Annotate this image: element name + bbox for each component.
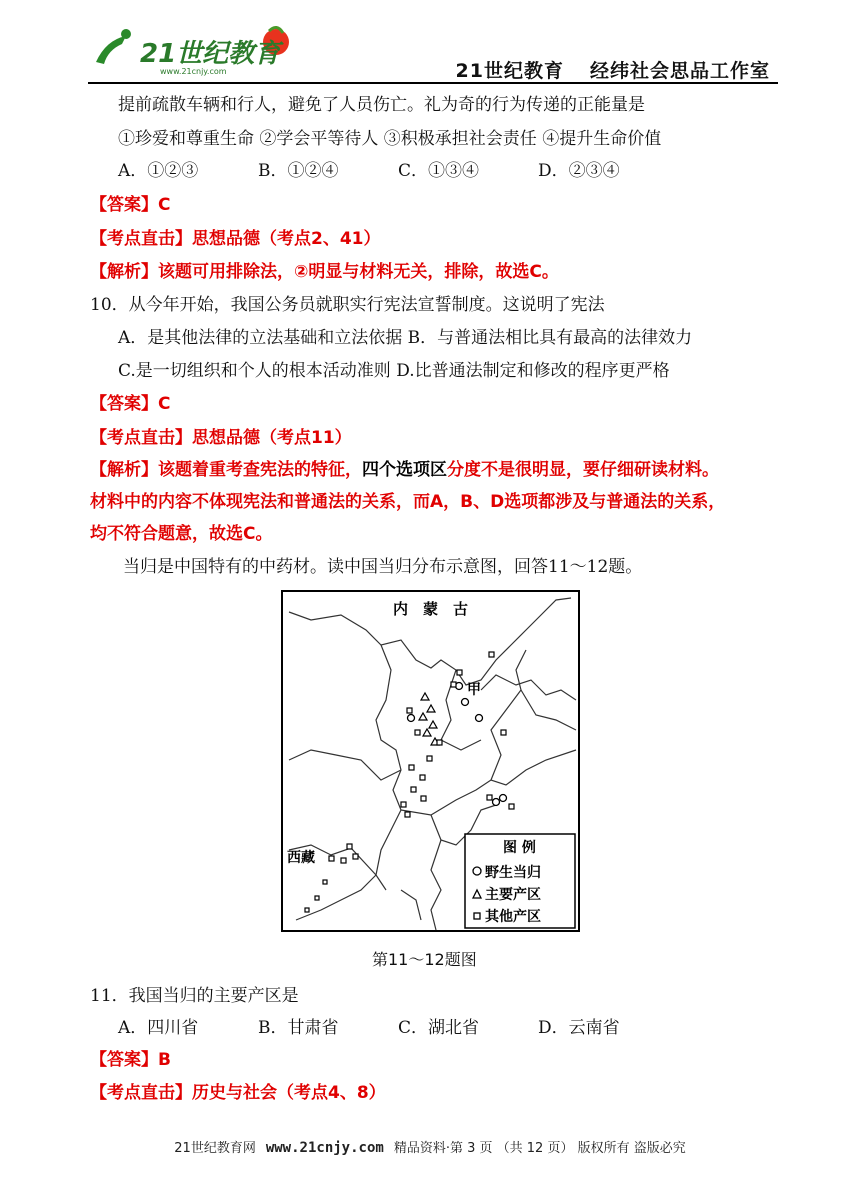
- point-tag: 【考点直击】: [90, 428, 192, 448]
- q11-point: [90, 1081, 386, 1105]
- q9-option-d: D．②③④: [538, 161, 620, 181]
- header-org: 21世纪教育: [455, 60, 564, 82]
- other-area-marker: [487, 795, 492, 800]
- point-tag: 【考点直击】: [90, 229, 192, 249]
- q9-stem-continuation: 提前疏散车辆和行人，避免了人员伤亡。礼为奇的行为传递的正能量是: [118, 95, 645, 115]
- analysis-text: 该题可用排除法，②明显与材料无关，排除，故选C。: [158, 262, 559, 282]
- q10-stem: 10．从今年开始，我国公务员就职实行宪法宣誓制度。这说明了宪法: [90, 295, 605, 315]
- answer-tag: 【答案】: [90, 195, 158, 215]
- analysis-text-a: 该题着重考查宪法的特征，: [158, 460, 362, 480]
- other-area-marker: [489, 652, 494, 657]
- angelica-distribution-map: [281, 590, 581, 933]
- q11-options: [118, 1016, 620, 1040]
- q9-choices: ①珍爱和尊重生命 ②学会平等待人 ③积极承担社会责任 ④提升生命价值: [118, 129, 662, 149]
- answer-tag: 【答案】: [90, 394, 158, 414]
- other-area-marker: [420, 775, 425, 780]
- q10-options-cd: C.是一切组织和个人的根本活动准则 D.比普通法制定和修改的程序更严格: [118, 361, 670, 381]
- other-area-marker: [421, 796, 426, 801]
- footer-site: 21世纪教育网: [174, 1141, 256, 1156]
- label-neimenggu: 内 蒙 古: [393, 600, 469, 618]
- analysis-text-b: 四个选项区: [362, 460, 447, 480]
- map-svg: [281, 590, 581, 933]
- q10-options-ab: A．是其他法律的立法基础和立法依据 B．与普通法相比具有最高的法律效力: [118, 328, 693, 348]
- answer-value: B: [158, 1050, 171, 1070]
- other-area-marker: [315, 896, 319, 900]
- point-tag: 【考点直击】: [90, 1083, 192, 1103]
- svg-text:21世纪教育: 21世纪教育: [140, 39, 281, 69]
- label-jia: 甲: [467, 682, 481, 698]
- other-area-marker: [407, 708, 412, 713]
- other-area-marker: [415, 730, 420, 735]
- answer-value: C: [158, 195, 171, 215]
- other-area-marker: [501, 730, 506, 735]
- other-area-marker: [401, 802, 406, 807]
- svg-text:www.21cnjy.com: www.21cnjy.com: [160, 67, 227, 76]
- footer-url: www.21cnjy.com: [265, 1140, 384, 1156]
- other-area-marker: [451, 682, 456, 687]
- legend-other-icon: [474, 913, 480, 919]
- wild-marker: [476, 715, 483, 722]
- page-footer: [0, 1137, 860, 1156]
- answer-value: C: [158, 394, 171, 414]
- other-area-marker: [341, 858, 346, 863]
- other-area-marker: [329, 856, 334, 861]
- point-value: 历史与社会（考点4、8）: [192, 1083, 386, 1103]
- other-area-marker: [427, 756, 432, 761]
- q11-option-d: D．云南省: [538, 1018, 620, 1038]
- other-area-marker: [353, 854, 358, 859]
- other-area-marker: [411, 787, 416, 792]
- analysis-tag: 【解析】: [90, 460, 158, 480]
- other-area-marker: [437, 740, 442, 745]
- q11-option-b: B．甘肃省: [258, 1018, 339, 1038]
- q10-analysis: [90, 458, 719, 482]
- point-value: 思想品德（考点11）: [192, 428, 352, 448]
- q9-option-a: A．①②③: [118, 161, 199, 181]
- other-area-marker: [409, 765, 414, 770]
- label-xizang: 西藏: [287, 850, 315, 866]
- footer-info: 精品资料·第 3 页 （共 12 页） 版权所有 盗版必究: [393, 1141, 686, 1156]
- other-area-marker: [509, 804, 514, 809]
- header-rule: [88, 82, 778, 84]
- other-area-marker: [457, 670, 462, 675]
- other-area-marker: [347, 844, 352, 849]
- q10-answer: [90, 392, 170, 416]
- other-area-marker: [405, 812, 410, 817]
- other-area-marker: [323, 880, 327, 884]
- legend-wild-icon: [473, 867, 481, 875]
- page-header: [88, 22, 778, 84]
- q11-12-intro: 当归是中国特有的中药材。读中国当归分布示意图，回答11～12题。: [123, 557, 643, 577]
- wild-marker: [500, 795, 507, 802]
- q9-options: [118, 159, 620, 183]
- q10-point: [90, 426, 352, 450]
- q9-answer: [90, 193, 170, 217]
- q11-answer: [90, 1048, 171, 1072]
- q11-option-c: C．湖北省: [398, 1018, 480, 1038]
- map-caption: 第11～12题图: [372, 950, 477, 969]
- analysis-text-c: 分度不是很明显，要仔细研读材料。: [447, 460, 719, 480]
- q9-analysis: [90, 260, 559, 284]
- legend-wild-label: 野生当归: [485, 865, 541, 881]
- q11-stem: 11．我国当归的主要产区是: [90, 986, 299, 1006]
- other-area-marker: [305, 908, 309, 912]
- answer-tag: 【答案】: [90, 1050, 158, 1070]
- q9-point: [90, 227, 381, 251]
- wild-marker: [408, 715, 415, 722]
- q10-analysis-line3: 均不符合题意，故选C。: [90, 524, 273, 544]
- site-logo: [88, 22, 298, 82]
- header-studio: 经纬社会思品工作室: [589, 60, 770, 82]
- wild-marker: [493, 799, 500, 806]
- legend-title: 图 例: [503, 840, 536, 856]
- legend-main-label: 主要产区: [485, 887, 541, 903]
- point-value: 思想品德（考点2、41）: [192, 229, 381, 249]
- q11-option-a: A．四川省: [118, 1018, 199, 1038]
- q9-option-c: C．①③④: [398, 161, 480, 181]
- analysis-tag: 【解析】: [90, 262, 158, 282]
- q9-option-b: B．①②④: [258, 161, 339, 181]
- wild-marker: [462, 699, 469, 706]
- legend-other-label: 其他产区: [485, 909, 541, 925]
- q10-analysis-line2: 材料中的内容不体现宪法和普通法的关系，而A，B、D选项都涉及与普通法的关系，: [90, 492, 726, 512]
- header-title: [456, 56, 770, 83]
- map-legend: [465, 834, 575, 928]
